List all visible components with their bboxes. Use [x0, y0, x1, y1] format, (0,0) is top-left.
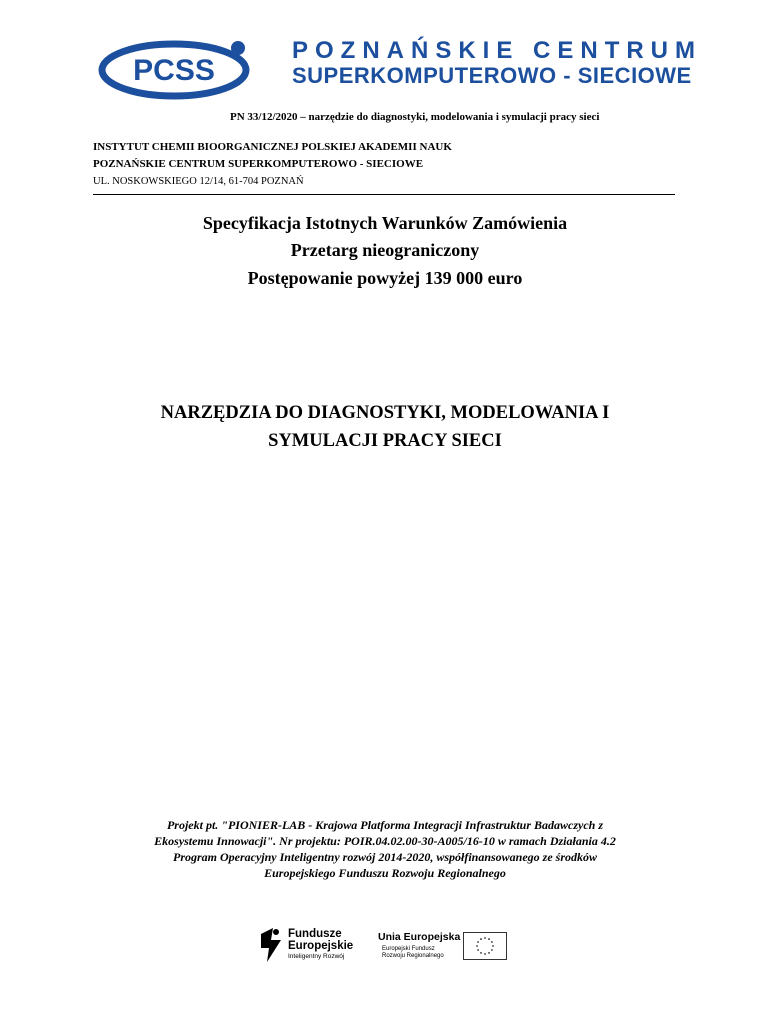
fundusze-europejskie-logo [259, 926, 369, 966]
logo-text: PCSS [133, 54, 215, 87]
institution-name: INSTYTUT CHEMII BIOORGANICZNEJ POLSKIEJ AKADEMII NAUK [93, 141, 452, 153]
eu-star [491, 941, 493, 943]
eu-star [477, 949, 479, 951]
ue-fund-line2: Rozwoju Regionalnego [382, 953, 444, 959]
ue-fund-line1: Europejski Fundusz [382, 946, 435, 952]
project-text-line3: Program Operacyjny Inteligentny rozwój 2014-2020, współfinansowanego ze środków [172, 850, 598, 864]
eu-star [488, 938, 490, 940]
ue-title: Unia Europejska [378, 931, 461, 943]
fe-line1: Fundusze [288, 928, 342, 940]
spec-title: Specyfikacja Istotnych Warunków Zamówienia [202, 213, 568, 233]
eu-flag-icon [463, 932, 507, 960]
project-text-line4: Europejskiego Funduszu Rozwoju Regionalnego [264, 866, 506, 880]
eu-star [492, 945, 494, 947]
institution-address: UL. NOSKOWSKIEGO 12/14, 61-704 POZNAŃ [93, 176, 304, 187]
fe-emblem-icon [259, 926, 283, 964]
pcss-logo-mark [98, 34, 288, 104]
spec-threshold: Postępowanie powyżej 139 000 euro [247, 268, 523, 288]
unia-europejska-logo [376, 931, 516, 965]
fe-line3: Inteligentny Rozwój [288, 953, 345, 960]
logo-title-line2: SUPERKOMPUTEROWO - SIECIOWE [292, 63, 692, 88]
project-text-line2: Ekosystemu Innowacji". Nr projektu: POIR.04.02.00-30-A005/16-10 w ramach Działania 4.2 [154, 834, 616, 848]
header-divider [93, 194, 675, 195]
fe-line2: Europejskie [288, 940, 354, 952]
eu-star [488, 952, 490, 954]
eu-star [484, 937, 486, 939]
institution-center: POZNAŃSKIE CENTRUM SUPERKOMPUTEROWO - SIECIOWE [93, 158, 424, 170]
project-text-line1: Projekt pt. "PIONIER-LAB - Krajowa Platforma Integracji Infrastruktur Badawczych z [166, 818, 604, 832]
subject-title-line1: NARZĘDZIA DO DIAGNOSTYKI, MODELOWANIA I [160, 403, 610, 423]
logo-title-line1: POZNAŃSKIE CENTRUM [292, 37, 703, 64]
pcss-logo [98, 34, 703, 104]
eu-star [476, 945, 478, 947]
eu-star [484, 953, 486, 955]
eu-star [491, 949, 493, 951]
eu-star [477, 941, 479, 943]
reference-number: PN 33/12/2020 – narzędzie do diagnostyki, modelowania i symulacji pracy sieci [230, 111, 600, 123]
subject-title-line2: SYMULACJI PRACY SIECI [268, 431, 502, 451]
spec-procedure: Przetarg nieograniczony [290, 240, 480, 260]
eu-star [480, 938, 482, 940]
eu-star [480, 952, 482, 954]
